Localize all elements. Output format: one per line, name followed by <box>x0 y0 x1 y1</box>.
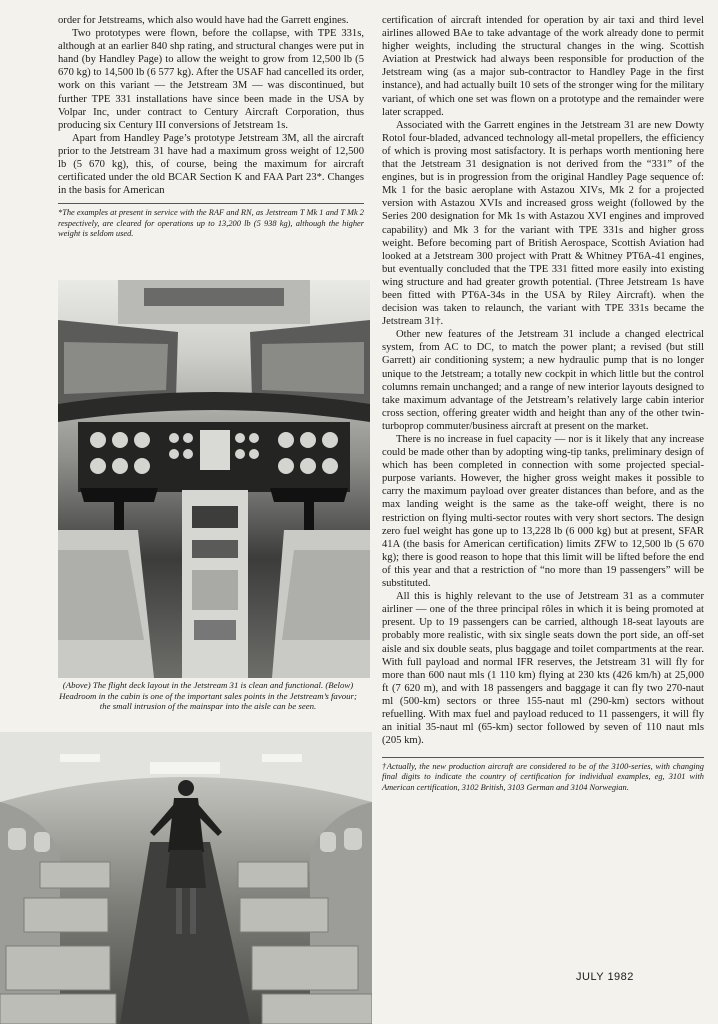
cabin-photo <box>0 732 372 1024</box>
paragraph: Other new features of the Jetstream 31 include a changed electrical system, from AC to DC, to match the power plant; a revised (but still Garrett) air conditioning system; a new hydraulic pump that is no longer unique to the Jetstream; a totally new cockpit in which little but the control columns remain unchanged; and a range of new interior layouts designed to take maximum advantage of the Jetstream’s relatively large cabin interior cross section, offering greater width and height than any of the other twin-turboprop commuter/business aircraft at present on the market. <box>382 329 704 432</box>
footnote: *The examples at present in service with the RAF and RN, as Jetstream T Mk 1 and T Mk 2 respectively, are cleared for operations up to 13,200 lb (5 938 kg), although the higher weight is seldom used. <box>58 203 364 239</box>
paragraph: All this is highly relevant to the use of Jetstream 31 as a commuter airliner — one of the three principal rôles in which it is being promoted at present. Up to 19 passengers can be carried, although 18-seat layouts are probably more realistic, with six single seats down the port side, an off-set aisle and six double seats, plus baggage and toilet compartments at the rear. With full payload and normal IFR reserves, the Jetstream 31 will fly for more than 600 naut mls (1 110 km) flying at 230 kts (426 km/h) at 25,000 ft (7 620 m), and with 18 passengers and baggage it can fly two 270-naut ml (500-km) sectors or three 155-naut ml (290-km) sectors without refuelling. With max fuel and payload reduced to 11 passengers, it will fly an initial 35-naut ml (65-km) sector followed by seven of 110 naut mls (205 km). <box>382 591 704 747</box>
left-column <box>58 14 364 239</box>
page-footer-date: JULY 1982 <box>576 971 634 983</box>
paragraph: order for Jetstreams, which also would have had the Garrett engines. <box>58 15 349 26</box>
paragraph: Two prototypes were flown, before the collapse, with TPE 331s, although at an earlier 840 shp rating, and structural changes were put in hand (by Handley Page) to allow the weight to grow from 12,500 lb (5 670 kg) to 14,500 lb (6 577 kg). After the USAF had cancelled its order, work on this variant — the Jetstream 3M — was discontinued, but further TPE 331 installations have since been made in the USA by Volpar Inc, under contract to Century Aircraft Corporation, thus producing six Century III conversions of Jetstream 1s. <box>58 28 364 131</box>
cabin-illustration <box>0 732 372 1024</box>
flight-deck-photo <box>58 280 370 678</box>
right-column <box>382 14 704 793</box>
paragraph: Associated with the Garrett engines in the Jetstream 31 are new Dowty Rotol four-bladed, advanced technology all-metal propellers, the efficiency of which is proving most satisfactory. It is perhaps worth mentioning here that the Jetstream 31 designation is not derived from the “331” of the engines, but is in progression from the original Handley Page sequence of: Mk 1 for the basic aeroplane with Astazou XIVs, Mk 2 for a projected version with Astazou XVIs and increased gross weight (followed by the Series 200 designation for Mk 1s with Astazou XVI engines and improved capability) and Mk 3 for the variant with TPE 331s and higher gross weight. Before becoming part of British Aerospace, Scottish Aviation had looked at a Jetstream 300 project with Pratt & Whitney PT6A-41 engines, but eventually concluded that the TPE 331 fitted more easily into existing wing structure and had greater growth potential. (Three Jetstream 1s have been fitted with PT6A-34s in the USA by Riley Aircraft). when the decision was taken to relaunch, the variant with TPE 331s became the Jetstream 31†. <box>382 119 704 328</box>
paragraph: certification of aircraft intended for operation by air taxi and third level airlines allowed BAe to take advantage of the work already done to permit higher weights, including the structural changes in the wing. Scottish Aviation at Prestwick had always been responsible for production of the Jetstream wing (as a major sub-contractor to Handley Page in the first instance), and had actually built 10 sets of the stronger wing for the military variant, of which one set was flown on a prototype and the remainder were later scrapped. <box>382 15 704 118</box>
photo-caption: (Above) The flight deck layout in the Jetstream 31 is clean and functional. (Below) Headroom in the cabin is one of the important sales points in the Jetstream’s favour; the small intrusion of the mainspar into the aisle can be seen. <box>59 680 357 711</box>
paragraph: Apart from Handley Page’s prototype Jetstream 3M, all the aircraft prior to the Jetstream 31 have had a maximum gross weight of 12,500 lb (5 670 kg), this, of course, being the maximum for aircraft certificated under the old BCAR Section K and FAA Part 23*. Changes in the basis for American <box>58 132 364 197</box>
paragraph: There is no increase in fuel capacity — nor is it likely that any increase could be made other than by adopting wing-tip tanks, preliminary design of which has been completed in connection with some projected special-purpose variants. However, the higher gross weight makes it possible to carry the maximum payload over greater distances than before, and as the max landing weight is the same as the take-off weight, there is no restriction on flying multi-sector routes with very short sectors. The design zero fuel weight has gone up to 13,228 lb (6 000 kg) but at present, SFAR 41A (the basis for American certification) limits ZFW to 12,500 lb (5 670 kg); there is good reason to hope that this limit will be lifted before the end of this year and that a restriction of “no more than 19 passengers” will be substituted. <box>382 434 704 590</box>
flight-deck-illustration <box>58 280 370 678</box>
footnote: †Actually, the new production aircraft are considered to be of the 3100-series, with changing final digits to indicate the country of certification for individual examples, eg, 3101 with American certification, 3102 British, 3103 German and 3104 Norwegian. <box>382 757 704 793</box>
